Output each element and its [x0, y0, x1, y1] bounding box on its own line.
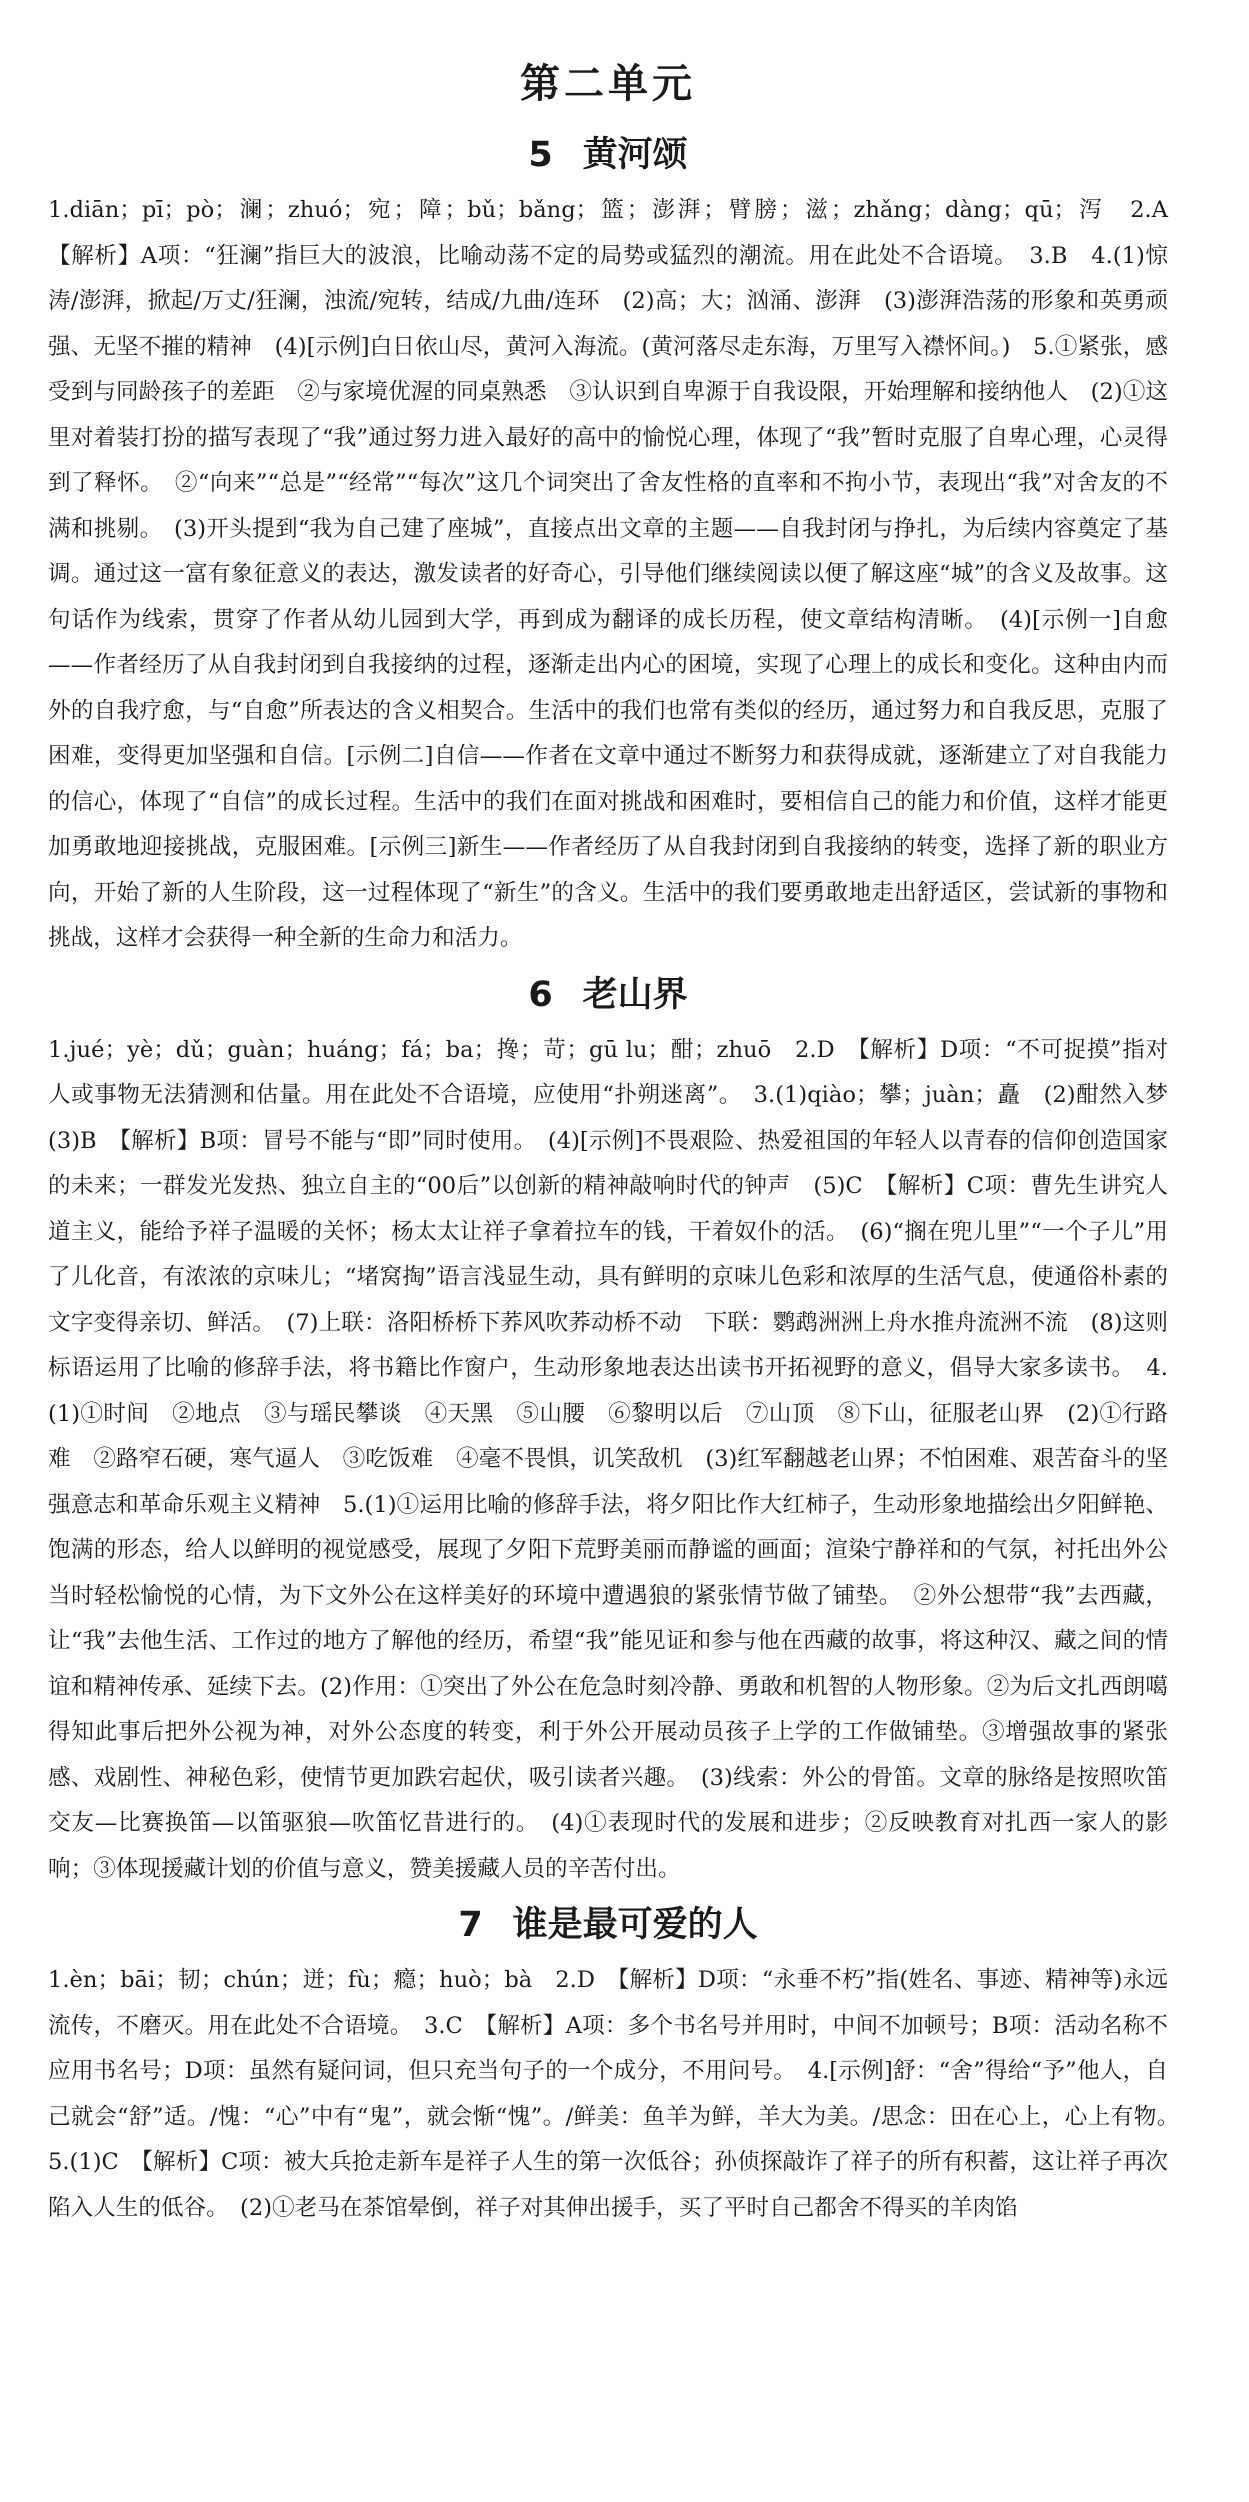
lesson-5-number: 5	[528, 135, 553, 175]
lesson-6	[48, 970, 1191, 1893]
lesson-7	[48, 1900, 1191, 2231]
lesson-7-number: 7	[458, 1905, 483, 1945]
lesson-6-answer-text: 1.jué；yè；dǔ；guàn；huáng；fá；ba；搀；苛；gū lu；酣；zhuō 2.D 【解析】D项：“不可捉摸”指对人或事物无法猜测和估量。用在此处不合语境，应使用“扑朔迷离”。 3.(1)qiào；攀；juàn；矗 (2)酣然入梦 (3)B 【解析】B项：冒号不能与“即”同时使用。 (4)[示例]不畏艰险、热爱祖国的年轻人以青春的信仰创造国家的未来；一群发光发热、独立自主的“00后”以创新的精神敲响时代的钟声 (5)C 【解析】C项：曹先生讲究人道主义，能给予祥子温暖的关怀；杨太太让祥子拿着拉车的钱，干着奴仆的活。 (6)“搁在兜儿里”“一个子儿”用了儿化音，有浓浓的京味儿；“堵窝掏”语言浅显生动，具有鲜明的京味儿色彩和浓厚的生活气息，使通俗朴素的文字变得亲切、鲜活。 (7)上联：洛阳桥桥下荞风吹荞动桥不动 下联：鹦鹉洲洲上舟水推舟流洲不流 (8)这则标语运用了比喻的修辞手法，将书籍比作窗户，生动形象地表达出读书开拓视野的意义，倡导大家多读书。 4.(1)①时间 ②地点 ③与瑶民攀谈 ④天黑 ⑤山腰 ⑥黎明以后 ⑦山顶 ⑧下山，征服老山界 (2)①行路难 ②路窄石硬，寒气逼人 ③吃饭难 ④毫不畏惧，讥笑敌机 (3)红军翻越老山界；不怕困难、艰苦奋斗的坚强意志和革命乐观主义精神 5.(1)①运用比喻的修辞手法，将夕阳比作大红柿子，生动形象地描绘出夕阳鲜艳、饱满的形态，给人以鲜明的视觉感受，展现了夕阳下荒野美丽而静谧的画面；渲染宁静祥和的气氛，衬托出外公当时轻松愉悦的心情，为下文外公在这样美好的环境中遭遇狼的紧张情节做了铺垫。 ②外公想带“我”去西藏，让“我”去他生活、工作过的地方了解他的经历，希望“我”能见证和参与他在西藏的故事，将这种汉、藏之间的情谊和精神传承、延续下去。(2)作用：①突出了外公在危急时刻冷静、勇敢和机智的人物形象。②为后文扎西朗噶得知此事后把外公视为神，对外公态度的转变，利于外公开展动员孩子上学的工作做铺垫。③增强故事的紧张感、戏剧性、神秘色彩，使情节更加跌宕起伏，吸引读者兴趣。 (3)线索：外公的骨笛。文章的脉络是按照吹笛交友—比赛换笛—以笛驱狼—吹笛忆昔进行的。 (4)①表现时代的发展和进步；②反映教育对扎西一家人的影响；③体现援藏计划的价值与意义，赞美援藏人员的辛苦付出。	[48, 1036, 1191, 1882]
lesson-5	[48, 130, 1191, 962]
lesson-5-answers	[48, 188, 1191, 962]
answer-page	[48, 58, 1191, 2231]
lesson-5-title	[48, 130, 1168, 180]
lesson-7-answers	[48, 1958, 1191, 2231]
lesson-6-title	[48, 970, 1168, 1020]
lesson-6-name: 老山界	[582, 974, 688, 1015]
lesson-7-title	[48, 1900, 1168, 1950]
lesson-7-answer-text: 1.èn；bāi；韧；chún；迸；fù；瘾；huò；bà 2.D 【解析】D项：“永垂不朽”指(姓名、事迹、精神等)永远流传，不磨灭。用在此处不合语境。 3.C 【解析】A项：多个书名号并用时，中间不加顿号；B项：活动名称不应用书名号；D项：虽然有疑问词，但只充当句子的一个成分，不用问号。 4.[示例]舒：“舍”得给“予”他人，自己就会“舒”适。/愧：“心”中有“鬼”，就会惭“愧”。/鲜美：鱼羊为鲜，羊大为美。/思念：田在心上，心上有物。 5.(1)C 【解析】C项：被大兵抢走新车是祥子人生的第一次低谷；孙侦探敲诈了祥子的所有积蓄，这让祥子再次陷入人生的低谷。 (2)①老马在茶馆晕倒，祥子对其伸出援手，买了平时自己都舍不得买的羊肉馅	[48, 1967, 1191, 2221]
lesson-6-number: 6	[528, 974, 553, 1015]
lesson-6-answers	[48, 1028, 1191, 1893]
unit-title: 第二单元	[520, 61, 696, 107]
lesson-5-name: 黄河颂	[582, 135, 688, 175]
lesson-7-name: 谁是最可爱的人	[512, 1905, 758, 1945]
lesson-5-answer-text: 1.diān；pī；pò；澜；zhuó；宛；障；bǔ；bǎng；篮；澎湃；臂膀；滋；zhǎng；dàng；qū；泻 2.A 【解析】A项：“狂澜”指巨大的波浪，比喻动荡不定的局势或猛烈的潮流。用在此处不合语境。 3.B 4.(1)惊涛/澎湃，掀起/万丈/狂澜，浊流/宛转，结成/九曲/连环 (2)高；大；汹涌、澎湃 (3)澎湃浩荡的形象和英勇顽强、无坚不摧的精神 (4)[示例]白日依山尽，黄河入海流。(黄河落尽走东海，万里写入襟怀间。) 5.①紧张，感受到与同龄孩子的差距 ②与家境优渥的同桌熟悉 ③认识到自卑源于自我设限，开始理解和接纳他人 (2)①这里对着装打扮的描写表现了“我”通过努力进入最好的高中的愉悦心理，体现了“我”暂时克服了自卑心理，心灵得到了释怀。 ②“向来”“总是”“经常”“每次”这几个词突出了舍友性格的直率和不拘小节，表现出“我”对舍友的不满和挑剔。 (3)开头提到“我为自己建了座城”，直接点出文章的主题——自我封闭与挣扎，为后续内容奠定了基调。通过这一富有象征意义的表达，激发读者的好奇心，引导他们继续阅读以便了解这座“城”的含义及故事。这句话作为线索，贯穿了作者从幼儿园到大学，再到成为翻译的成长历程，使文章结构清晰。 (4)[示例一]自愈——作者经历了从自我封闭到自我接纳的过程，逐渐走出内心的困境，实现了心理上的成长和变化。这种由内而外的自我疗愈，与“自愈”所表达的含义相契合。生活中的我们也常有类似的经历，通过努力和自我反思，克服了困难，变得更加坚强和自信。[示例二]自信——作者在文章中通过不断努力和获得成就，逐渐建立了对自我能力的信心，体现了“自信”的成长过程。生活中的我们在面对挑战和困难时，要相信自己的能力和价值，这样才能更加勇敢地迎接挑战，克服困难。[示例三]新生——作者经历了从自我封闭到自我接纳的转变，选择了新的职业方向，开始了新的人生阶段，这一过程体现了“新生”的含义。生活中的我们要勇敢地走出舒适区，尝试新的事物和挑战，这样才会获得一种全新的生命力和活力。	[48, 197, 1191, 951]
